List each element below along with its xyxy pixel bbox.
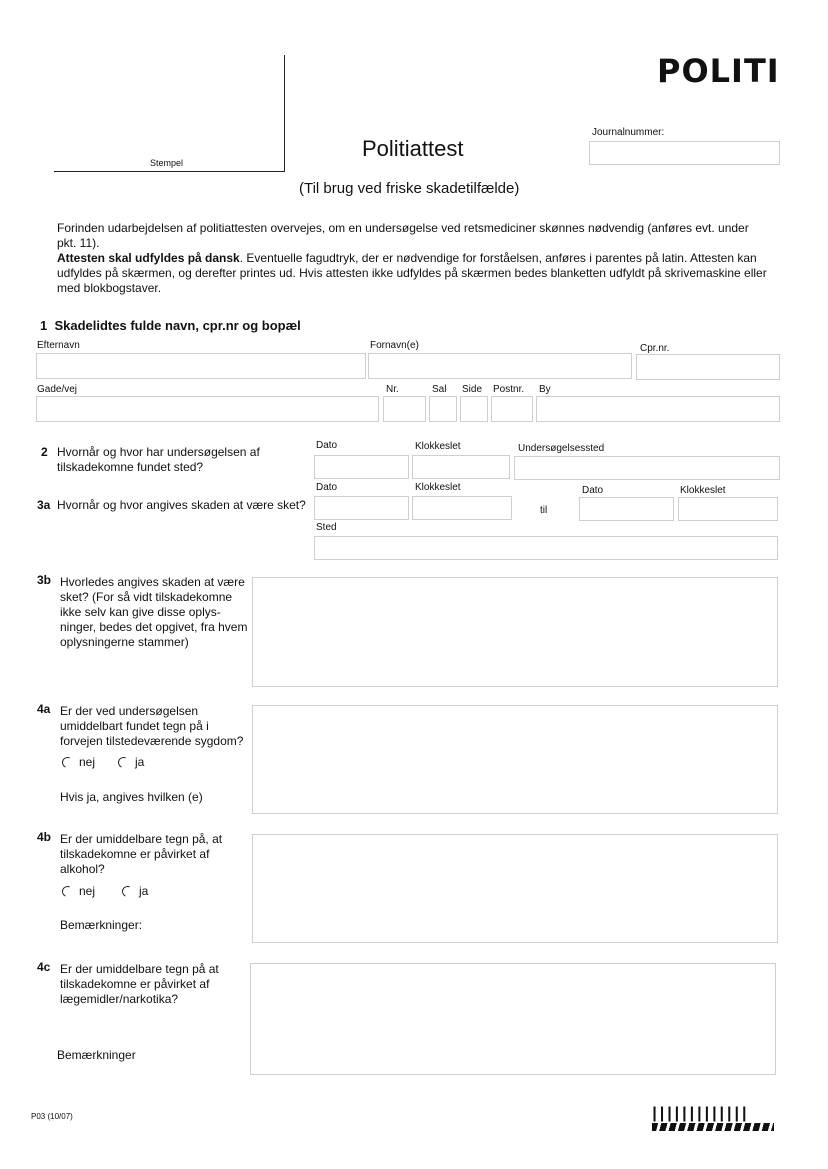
side-label: Side	[462, 384, 483, 395]
form-code: P03 (10/07)	[31, 1112, 73, 1121]
s3a-dato-label: Dato	[316, 482, 338, 493]
s2-dato-input[interactable]	[314, 455, 409, 479]
section-4c-question: Er der umiddelbare tegn på at tilskadekomne er påvirket af lægemidler/narkotika?	[60, 962, 219, 1006]
efternavn-label: Efternavn	[37, 340, 80, 351]
intro-line1: Forinden udarbejdelsen af politiattesten overvejes, om en undersøgelse ved retsmediciner skønnes nødvendig (anføres evt. under pkt. 11).	[57, 221, 749, 250]
sal-input[interactable]	[429, 396, 457, 422]
postnr-label: Postnr.	[493, 384, 525, 395]
barcode-bar	[652, 1123, 774, 1131]
stamp-label: Stempel	[150, 158, 184, 168]
s3a-klokkeslet-label: Klokkeslet	[415, 482, 461, 493]
radio-icon	[120, 884, 134, 898]
s4b-ja-label: ja	[139, 884, 149, 898]
section-1-title: Skadelidtes fulde navn, cpr.nr og bopæl	[54, 318, 301, 333]
s4a-textarea[interactable]	[252, 705, 778, 814]
section-2-question: Hvornår og hvor har undersøgelsen af tilskadekomne fundet sted?	[57, 445, 260, 474]
section-3b-question: Hvorledes angives skaden at være sket? (For så vidt tilskadekomne ikke selv kan give disse oplys-ninger, bedes det opgivet, fra hvem oplysningerne stammer)	[60, 575, 248, 649]
section-4b-question: Er der umiddelbare tegn på, at tilskadekomne er påvirket af alkohol?	[60, 832, 223, 876]
radio-icon	[60, 884, 74, 898]
s4b-nej-label: nej	[79, 884, 96, 898]
s2-sted-label: Undersøgelsessted	[518, 443, 605, 454]
section-4a-number: 4a	[37, 702, 51, 716]
by-input[interactable]	[536, 396, 780, 422]
section-4c-number: 4c	[37, 960, 51, 974]
section-4a-question: Er der ved undersøgelsen umiddelbart fundet tegn på i forvejen tilstedeværende sygdom?	[60, 704, 244, 748]
s3a-sted-input[interactable]	[314, 536, 778, 560]
radio-icon	[60, 755, 74, 769]
s4a-note: Hvis ja, angives hvilken (e)	[60, 790, 203, 804]
section-1-heading	[40, 318, 301, 333]
s4a-nej-radio[interactable]	[62, 755, 95, 769]
s2-klokkeslet-label: Klokkeslet	[415, 441, 461, 452]
postnr-input[interactable]	[491, 396, 533, 422]
s3a-klokkeslet2-input[interactable]	[678, 497, 778, 521]
s3a-dato-input[interactable]	[314, 496, 409, 520]
intro-rest: . Eventuelle fagudtryk, der er nødvendige for forståelsen, anføres i parentes på latin. Attesten kan udfyldes på skærmen, og derefter printes ud. Hvis attesten ikke udfyldes på skærmen bedes blanketten udfyldt på skrivemaskine eller med blokbogstaver.	[57, 251, 767, 295]
nr-label: Nr.	[386, 384, 399, 395]
intro-bold: Attesten skal udfyldes på dansk	[57, 251, 240, 265]
s3a-klokkeslet-input[interactable]	[412, 496, 512, 520]
s2-klokkeslet-input[interactable]	[412, 455, 510, 479]
fornavn-input[interactable]	[368, 353, 632, 379]
cpr-input[interactable]	[636, 354, 780, 380]
s4b-textarea[interactable]	[252, 834, 778, 943]
s2-sted-input[interactable]	[514, 456, 780, 480]
s4a-ja-radio[interactable]	[118, 755, 144, 769]
page-title: Politiattest	[362, 136, 464, 161]
s4a-nej-label: nej	[79, 755, 96, 769]
s3a-sted-label: Sted	[316, 522, 337, 533]
side-input[interactable]	[460, 396, 488, 422]
barcode: |||||||||||||	[652, 1105, 750, 1122]
fornavn-label: Fornavn(e)	[370, 340, 419, 351]
s4b-note: Bemærkninger:	[60, 918, 143, 932]
nr-input[interactable]	[383, 396, 426, 422]
s4c-textarea[interactable]	[250, 963, 776, 1075]
journal-input[interactable]	[589, 141, 780, 165]
section-3b-number: 3b	[37, 573, 52, 587]
s4b-nej-radio[interactable]	[62, 884, 95, 898]
s3a-klokkeslet2-label: Klokkeslet	[680, 485, 726, 496]
page-subtitle: (Til brug ved friske skadetilfælde)	[299, 180, 520, 197]
by-label: By	[539, 384, 551, 395]
section-2-number: 2	[41, 445, 48, 459]
section-4b-number: 4b	[37, 830, 52, 844]
s4c-note: Bemærkninger	[57, 1048, 136, 1062]
s2-dato-label: Dato	[316, 440, 338, 451]
s3b-textarea[interactable]	[252, 577, 778, 687]
radio-icon	[116, 755, 130, 769]
journal-label: Journalnummer:	[592, 127, 665, 138]
cpr-label: Cpr.nr.	[640, 343, 670, 354]
s3a-til-label: til	[540, 505, 548, 516]
s4a-ja-label: ja	[135, 755, 145, 769]
gade-label: Gade/vej	[37, 384, 78, 395]
s4b-ja-radio[interactable]	[122, 884, 148, 898]
section-3a-question: Hvornår og hvor angives skaden at være sket?	[57, 498, 306, 512]
police-logo: POLITI	[657, 52, 780, 90]
intro-text	[57, 221, 767, 296]
gade-input[interactable]	[36, 396, 379, 422]
s3a-dato2-label: Dato	[582, 485, 604, 496]
section-3a-number: 3a	[37, 498, 51, 512]
stamp-box	[54, 55, 285, 172]
sal-label: Sal	[432, 384, 447, 395]
section-1-number: 1	[40, 318, 48, 333]
intro-paragraph	[57, 251, 767, 296]
efternavn-input[interactable]	[36, 353, 366, 379]
s3a-dato2-input[interactable]	[579, 497, 674, 521]
